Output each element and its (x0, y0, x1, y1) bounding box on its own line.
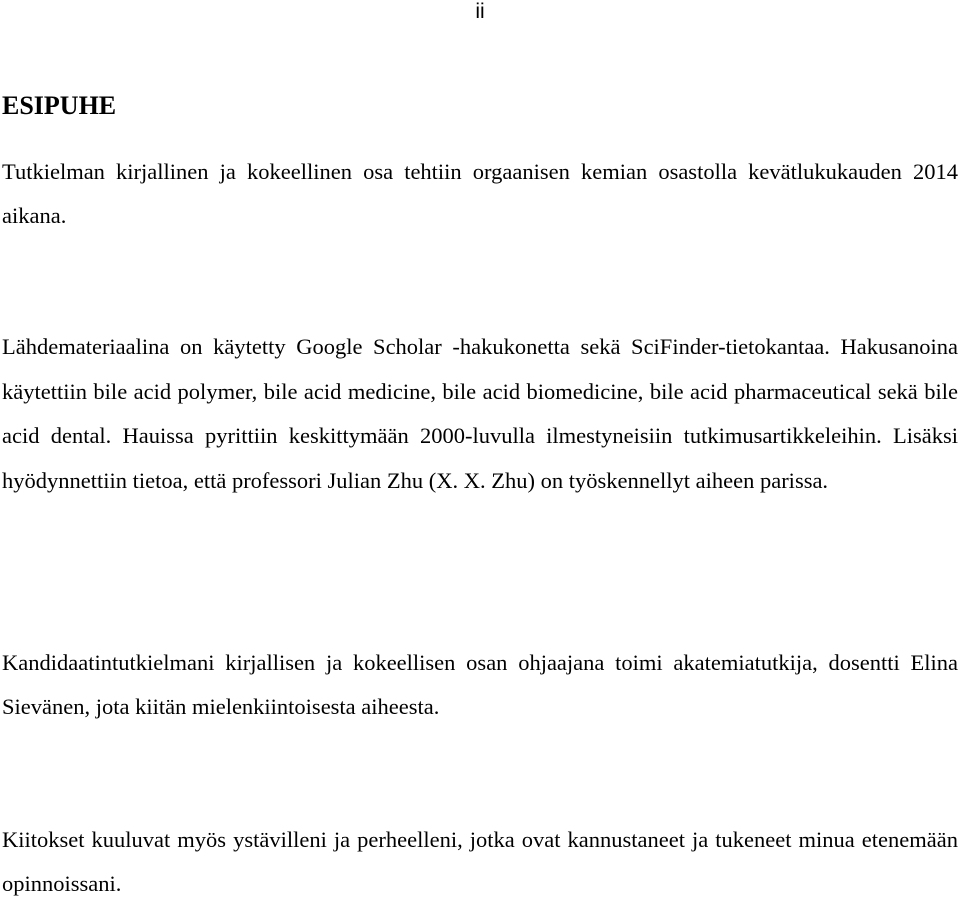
paragraph-supervisor: Kandidaatintutkielmani kirjallisen ja kokeellisen osan ohjaajana toimi akatemiatutkija, dosentti Elina Sievänen, jota kiitän mielenkiintoisesta aiheesta. (2, 650, 958, 719)
page-heading: ESIPUHE (2, 91, 117, 120)
paragraph-thanks: Kiitokset kuuluvat myös ystävilleni ja perheelleni, jotka ovat kannustaneet ja tukeneet minua etenemään opinnoissani. (2, 827, 958, 896)
paragraph-study-period: Tutkielman kirjallinen ja kokeellinen osa tehtiin orgaanisen kemian osastolla kevätlukukauden 2014 aikana. (2, 159, 958, 228)
page-number: ii (475, 0, 485, 23)
paragraph-sources: Lähdemateriaalina on käytetty Google Scholar -hakukonetta sekä SciFinder-tietokantaa. Hakusanoina käytettiin bile acid polymer, bile acid medicine, bile acid biomedicine, bile acid pharmaceutical sekä bile acid dental. Hauissa pyrittiin keskittymään 2000-luvulla ilmestyneisiin tutkimusartikkeleihin. Lisäksi hyödynnettiin tietoa, että professori Julian Zhu (X. X. Zhu) on työskennellyt aiheen parissa. (2, 334, 958, 493)
